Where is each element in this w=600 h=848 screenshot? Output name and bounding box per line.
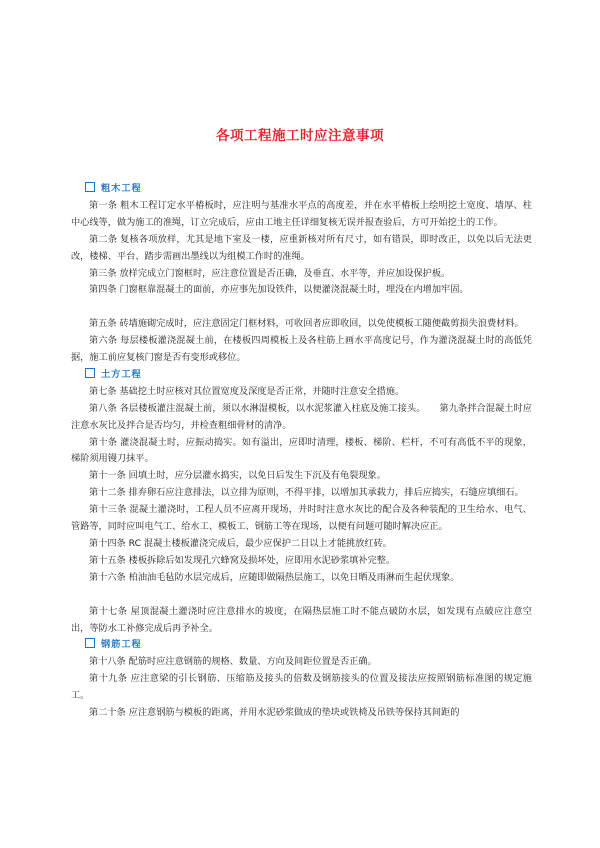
article-5: 第五条 砖墙施砌完成时，应注意固定门框材料，可收回者应即收回，以免使模板工随便截剪损失浪费材料。 <box>89 318 524 330</box>
blank-line <box>71 299 532 316</box>
checkbox-square-icon <box>85 182 95 192</box>
section-heading-label: 粗木工程 <box>101 183 142 194</box>
section-heading-label: 钢筋工程 <box>101 639 142 651</box>
article-7: 第七条 基础挖土时应核对其位置宽度及深度是否正常，并随时注意安全措施。 <box>89 385 405 397</box>
checkbox-square-icon <box>85 368 95 378</box>
article-3: 第三条 放样完成立门窗框时，应注意位置是否正确，及垂直、水平等，并应加设保护板。 <box>89 267 451 279</box>
article-18: 第十八条 配筋时应注意钢筋的规格、数量、方向及间距位置是否正确。 <box>89 656 377 668</box>
article-14: 第十四条 RC 混凝土楼板灌浇完成后，最少应保护二日以上才能挑放红砖。 <box>89 537 392 549</box>
section-heading-label: 土方工程 <box>101 368 142 380</box>
article-8-9: 第八条 各层楼板灌注混凝土前，须以水淋湿模板，以水泥浆灌入柱底及施工接头。 第九条拌合混凝土时应注意水灰比及拌合是否均匀，并检查粗细骨材的清净。 <box>71 402 532 431</box>
document-title: 各项工程施工时应注意事项 <box>216 128 384 144</box>
article-2: 第二条 复核各项放样，尤其是地下室及一楼，应重新核对所有尺寸，如有错误，即时改正，以免以后无法更改，楼梯、平台、踏步需画出墨线以为组模工作时的准绳。 <box>71 233 532 262</box>
article-13: 第十三条 混凝土灌浇时，工程人员不应离开现场，并时时注意水灰比的配合及各种装配的卫生给水、电气、管路等，同时应叫电气工、给水工、模板工、钢筋工等在现场，以便有问题可随时解决应正。 <box>71 504 532 533</box>
article-11: 第十一条 回填土时，应分层灌水捣实，以免日后发生下沉及有龟裂现象。 <box>89 470 386 482</box>
article-17: 第十七条 屋顶混凝土灌浇时应注意排水的坡度，在隔热层施工时不能点破防水层，如发现有点破应注意空出，等防水工补修完成后再予补全。 <box>71 605 532 634</box>
article-10: 第十条 灌浇混凝土时，应振动捣实。如有溢出，应即时清理，楼板、梯阶、栏杆，不可有高低不平的现象，梯阶须用镘刀抹平。 <box>71 436 532 465</box>
article-1: 第一条 粗木工程订定水平椿板时，应注明与基准水平点的高度差，并在水平椿板上绘明挖土宽度、墙厚、柱中心线等，做为施工的准绳，订立完成后，应由工地主任详细复核无误并报查验后，方可开始挖土的工作。 <box>71 199 532 228</box>
article-20: 第二十条 应注意钢筋与模板的距离，并用水泥砂浆做成的垫块或铁椅及吊铁等保持其间距的 <box>89 707 460 719</box>
article-12: 第十二条 排弃卵石应注意排法，以立排为原则，不得平排，以增加其承载力，排后应捣实，石缝应填细石。 <box>89 487 524 499</box>
checkbox-square-icon <box>85 638 95 648</box>
article-4: 第四条 门窗框靠混凝土的面前，亦应事先加设铁件，以便灌浇混凝土时，埋没在内增加牢固。 <box>89 284 469 296</box>
section-heading-carpentry <box>71 181 532 198</box>
blank-line <box>71 587 532 604</box>
article-6: 第六条 每层楼板灌浇混凝土前，在楼板四周模板上及各柱筋上画水平高度记号，作为灌浇混凝土时的高低凭据，施工前应复核门窗是否有变形或移位。 <box>71 335 532 364</box>
document-body <box>71 181 532 722</box>
section-heading-rebar <box>71 637 532 654</box>
article-19: 第十九条 应注意梁的引长钢筋、压缩筋及接头的倍数及钢筋接头的位置及接法应按照钢筋标准图的规定施工。 <box>71 673 532 702</box>
article-16: 第十六条 柏油油毛毡防水层完成后，应随即做隔热层施工，以免日晒及雨淋而生起伏现象。 <box>89 571 460 583</box>
section-heading-earthwork <box>71 367 532 384</box>
article-15: 第十五条 楼板拆除后如发现孔穴蜂窝及损坏处，应即用水泥砂浆填补完整。 <box>89 554 396 566</box>
